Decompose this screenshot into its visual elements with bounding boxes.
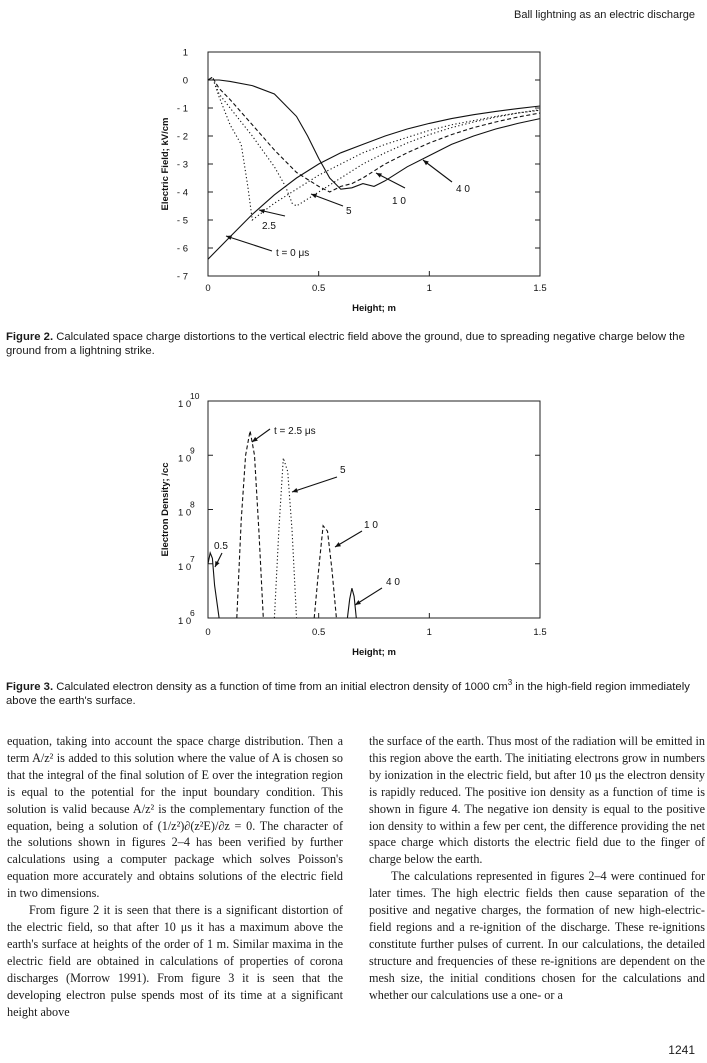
series-line-4 — [347, 588, 356, 618]
figure-3-caption-label: Figure 3. — [6, 680, 54, 693]
left-paragraph-2: From figure 2 it is seen that there is a significant distortion of the electric field, so that after 10 μs it has a maximum above the earth's surface at heights of the order of 1 m. Similar maxima in the electric field are obtained in calculations of properties of corona discharges (Morrow 1991). From figure 3 it is seen that the developing electron pulse spends most of its time at a significant height above — [7, 903, 343, 1019]
annotation-arrow-line-1 — [292, 477, 337, 492]
series-annotation-0: t = 0 μs — [276, 248, 310, 259]
y-tick-base: 1 0 — [178, 561, 192, 573]
right-paragraph-1: the surface of the earth. Thus most of the radiation will be emitted in this region above the earth. The initiating electrons grow in numbers by ionization in the electric field, but after 10 μs the electron density is rapidly reduced. The positive ion density as a function of time is shown in figure 4. The negative ion density is equal to the positive ion density to within a few per cent, the difference providing the net space charge which distorts the electric field due to the finger of charge below the earth. — [369, 734, 705, 867]
x-tick-label: 1.5 — [533, 283, 547, 294]
series-annotation-3: 1 0 — [392, 196, 406, 207]
series-line-1 — [237, 431, 263, 618]
series-annotation-3: 0.5 — [214, 541, 228, 552]
series-line-2 — [274, 458, 296, 618]
figure-3-caption — [6, 676, 696, 708]
y-tick-base: 1 0 — [178, 399, 192, 410]
y-axis-label: Electric Field; kV/cm — [160, 117, 171, 211]
annotation-arrowhead-2 — [311, 194, 317, 198]
figure-2-caption — [6, 330, 696, 358]
series-line-3 — [314, 526, 336, 618]
x-axis-label: Height; m — [352, 303, 396, 314]
y-tick-label: - 4 — [176, 187, 188, 199]
figure-2-caption-text: Calculated space charge distortions to the vertical electric field above the ground, due to spreading negative charge below the ground from a lightning strike. — [6, 331, 685, 357]
series-annotation-0: t = 2.5 μs — [274, 426, 316, 437]
series-annotation-2: 1 0 — [364, 520, 378, 531]
right-column — [369, 733, 705, 1004]
y-tick-base: 1 0 — [178, 507, 192, 519]
y-axis-label: Electron Density; /cc — [160, 462, 171, 557]
annotation-arrowhead-1 — [292, 488, 298, 492]
y-tick-base: 1 0 — [178, 616, 192, 627]
figure-2 — [0, 38, 707, 318]
y-tick-base: 1 0 — [178, 453, 192, 465]
y-tick-label: - 2 — [176, 131, 188, 143]
series-annotation-4: 4 0 — [386, 577, 400, 588]
series-line-1 — [208, 77, 540, 220]
x-axis-label: Height; m — [352, 647, 396, 658]
figure-3-chart — [0, 385, 707, 670]
figure-3-caption-text-b: in the high-field region immediately above the earth's surface. — [6, 680, 690, 707]
series-annotation-2: 5 — [346, 206, 352, 217]
y-tick-exponent: 9 — [190, 445, 195, 456]
y-tick-label: - 6 — [176, 243, 188, 255]
y-tick-exponent: 8 — [190, 499, 195, 510]
x-tick-label: 0.5 — [312, 627, 326, 638]
figure-3-caption-sup: 3 — [507, 678, 513, 687]
annotation-arrowhead-0 — [252, 437, 258, 442]
x-tick-label: 0.5 — [312, 283, 326, 294]
y-tick-label: - 7 — [176, 271, 188, 283]
right-paragraph-2: The calculations represented in figures 2–4 were continued for later times. The high electric fields then cause separation of the positive and negative charges, the formation of new high-electric-field regions and a re-ignition of the discharge. These re-ignitions constitute further pulses of current. In our calculations, the detailed structure and frequencies of these re-ignitions are dependent on the mesh size, the initial conditions chosen for the calculations and whether our calculations use a one- or a — [369, 869, 705, 1002]
y-tick-label: - 1 — [176, 103, 188, 115]
y-tick-exponent: 10 — [190, 391, 200, 401]
x-tick-label: 1.5 — [533, 627, 547, 638]
x-tick-label: 0 — [205, 627, 211, 638]
left-column — [7, 733, 343, 1020]
y-tick-label: - 5 — [176, 215, 188, 227]
series-line-3 — [208, 77, 540, 192]
series-annotation-4: 4 0 — [456, 184, 470, 195]
y-tick-label: 0 — [182, 75, 188, 87]
series-line-0 — [208, 106, 540, 259]
page-number: 1241 — [668, 1043, 695, 1057]
figure-2-caption-label: Figure 2. — [6, 331, 54, 343]
series-line-4 — [208, 80, 540, 189]
series-annotation-1: 2.5 — [262, 221, 276, 232]
series-annotation-1: 5 — [340, 465, 346, 476]
figure-3-caption-text-a: Calculated electron density as a function of time from an initial electron density of 1000 cm — [56, 680, 508, 693]
annotation-arrowhead-4 — [355, 600, 361, 605]
plot-frame — [208, 52, 540, 276]
y-tick-label: - 3 — [176, 159, 188, 171]
y-tick-label: 1 — [182, 47, 188, 59]
x-tick-label: 0 — [205, 283, 211, 294]
figure-2-chart — [0, 38, 707, 318]
figure-3 — [0, 385, 707, 670]
y-tick-exponent: 7 — [190, 553, 195, 564]
left-paragraph-1: equation, taking into account the space charge distribution. Then a term A/z² is added to this solution where the value of A is chosen so that the integral of the final solution of E over the integration region is equal to the potential for the input boundary condition. This solution is valid because A/z² is the complementary function of the equation, being a solution of (1/z²)∂(z²E)/∂z = 0. The character of the solutions shown in figures 2–4 has been verified by further calculations using a computer package which solves Poisson's equation more accurately and obtains solutions of the electric field in two dimensions. — [7, 734, 343, 901]
y-tick-exponent: 6 — [190, 608, 195, 618]
x-tick-label: 1 — [426, 283, 432, 294]
annotation-arrow-line-0 — [226, 236, 272, 251]
running-head: Ball lightning as an electric discharge — [514, 9, 695, 21]
x-tick-label: 1 — [426, 627, 432, 638]
